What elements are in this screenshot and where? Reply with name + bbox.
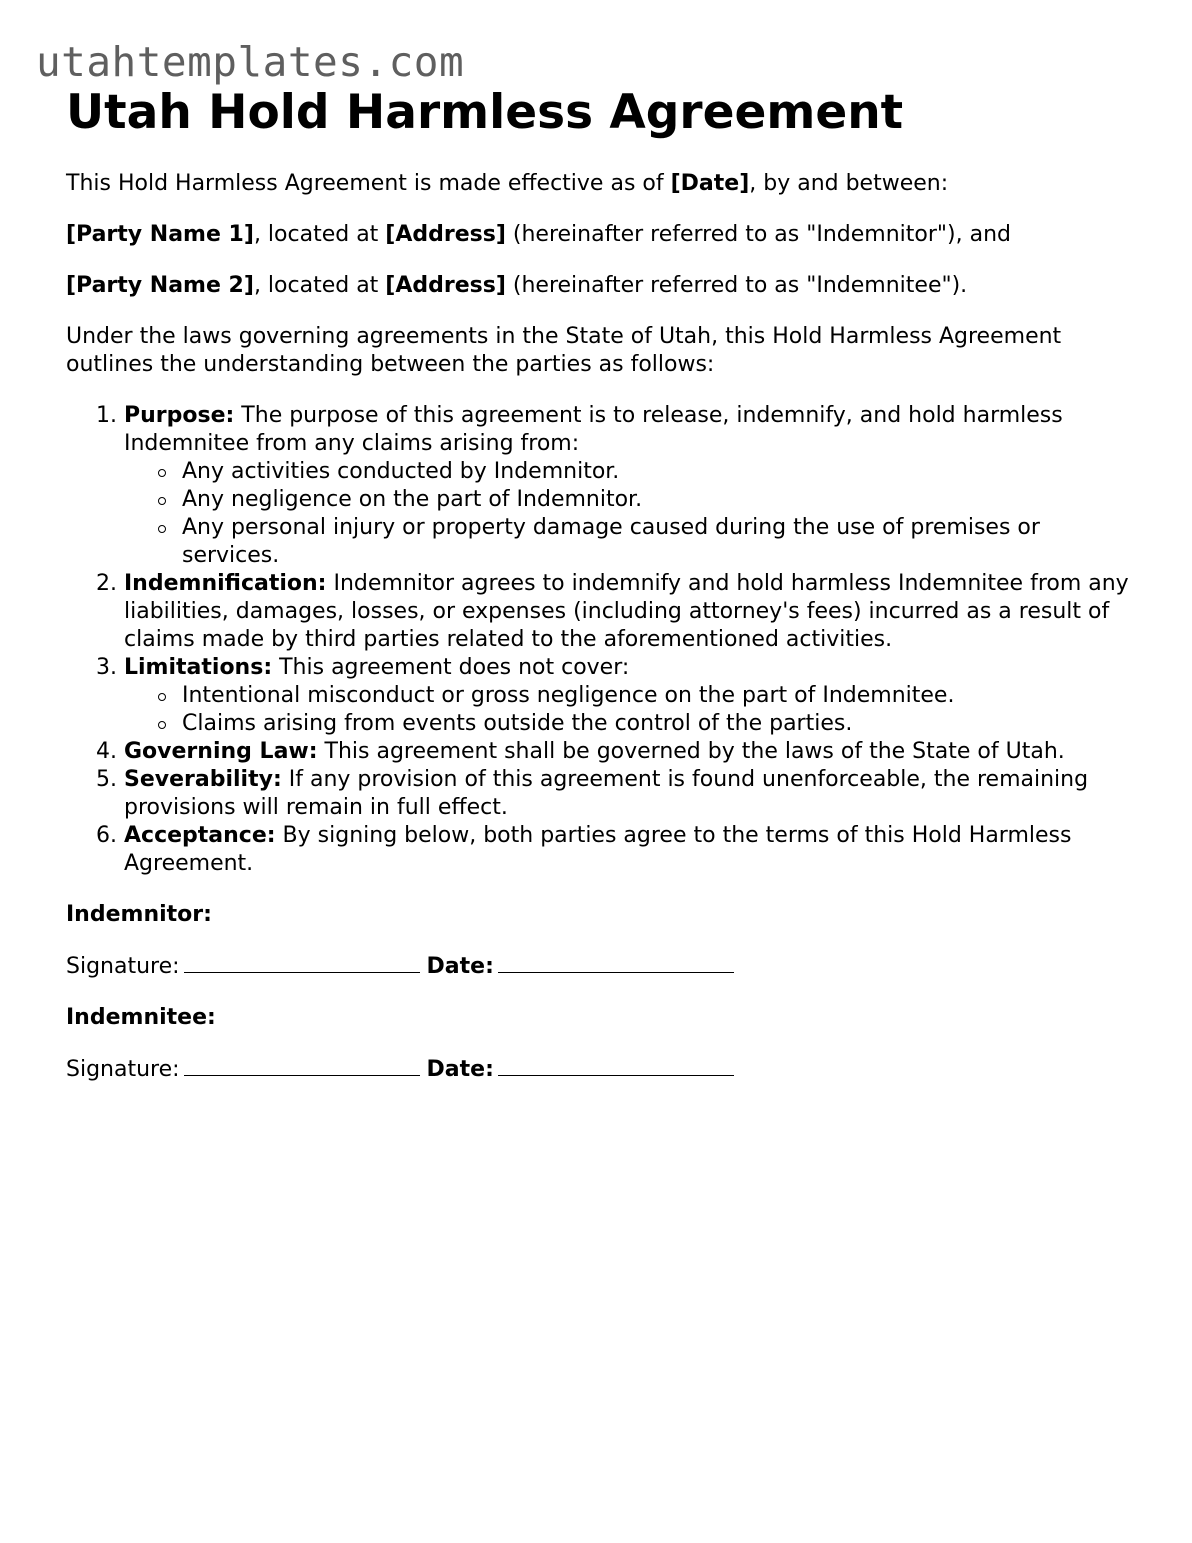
term-text: By signing below, both parties agree to the terms of this Hold Harmless Agreement.	[124, 823, 1072, 876]
indemnitee-date-blank[interactable]	[498, 1055, 734, 1076]
term-heading: Governing Law:	[124, 739, 318, 764]
indemnitor-signature-line	[66, 952, 1136, 981]
indemnitee-signature-blank[interactable]	[184, 1055, 420, 1076]
intro-paragraph	[66, 170, 1136, 198]
indemnitee-heading: Indemnitee:	[66, 1005, 216, 1030]
date-label: Date:	[426, 1057, 494, 1082]
purpose-sublist	[124, 458, 1136, 570]
term-heading: Severability:	[124, 767, 282, 792]
site-watermark: utahtemplates.com	[36, 38, 465, 86]
term-governing-law	[124, 738, 1136, 766]
sub-item: Any personal injury or property damage caused during the use of premises or services.	[182, 514, 1136, 570]
signature-label: Signature:	[66, 954, 180, 979]
term-text: This agreement does not cover:	[272, 655, 630, 680]
document-page	[66, 82, 1136, 1084]
term-severability	[124, 766, 1136, 822]
document-title: Utah Hold Harmless Agreement	[66, 85, 904, 140]
term-indemnification	[124, 570, 1136, 654]
term-text: Indemnitor agrees to indemnify and hold harmless Indemnitee from any liabilities, damages, losses, or expenses (including attorney's fees) incurred as a result of claims made by third parties related to the aforementioned activities.	[124, 571, 1129, 652]
party2-name: [Party Name 2]	[66, 273, 254, 298]
party1-name: [Party Name 1]	[66, 222, 254, 247]
term-text: If any provision of this agreement is found unenforceable, the remaining provisions will remain in full effect.	[124, 767, 1089, 820]
date-placeholder: [Date]	[670, 171, 750, 196]
term-text: The purpose of this agreement is to release, indemnify, and hold harmless Indemnitee from any claims arising from:	[124, 403, 1063, 456]
party1-rest: (hereinafter referred to as "Indemnitor"), and	[505, 222, 1011, 247]
sub-item: Any activities conducted by Indemnitor.	[182, 458, 1136, 486]
intro-text-before: This Hold Harmless Agreement is made effective as of	[66, 171, 671, 196]
sub-item: Claims arising from events outside the control of the parties.	[182, 710, 1136, 738]
term-limitations	[124, 654, 1136, 738]
term-heading: Limitations:	[124, 655, 273, 680]
party2-address: [Address]	[385, 273, 506, 298]
party2-located: , located at	[253, 273, 386, 298]
indemnitor-signature-blank[interactable]	[184, 952, 420, 973]
sub-item: Intentional misconduct or gross negligence on the part of Indemnitee.	[182, 682, 1136, 710]
preamble-paragraph: Under the laws governing agreements in the State of Utah, this Hold Harmless Agreement outlines the understanding between the parties as follows:	[66, 324, 1062, 377]
intro-text-after: , by and between:	[749, 171, 949, 196]
indemnitee-signature-line	[66, 1055, 1136, 1084]
indemnitor-heading: Indemnitor:	[66, 902, 212, 927]
term-text: This agreement shall be governed by the laws of the State of Utah.	[317, 739, 1065, 764]
term-heading: Purpose:	[124, 403, 235, 428]
party1-located: , located at	[253, 222, 386, 247]
signature-label: Signature:	[66, 1057, 180, 1082]
term-heading: Indemnification:	[124, 571, 327, 596]
indemnitor-date-blank[interactable]	[498, 952, 734, 973]
party2-rest: (hereinafter referred to as "Indemnitee").	[505, 273, 968, 298]
term-acceptance	[124, 822, 1136, 878]
terms-list	[66, 402, 1136, 878]
term-heading: Acceptance:	[124, 823, 276, 848]
date-label: Date:	[426, 954, 494, 979]
limitations-sublist	[124, 682, 1136, 738]
sub-item: Any negligence on the part of Indemnitor.	[182, 486, 1136, 514]
term-purpose	[124, 402, 1136, 570]
party1-paragraph	[66, 221, 1136, 249]
party2-paragraph	[66, 272, 1136, 300]
party1-address: [Address]	[385, 222, 506, 247]
